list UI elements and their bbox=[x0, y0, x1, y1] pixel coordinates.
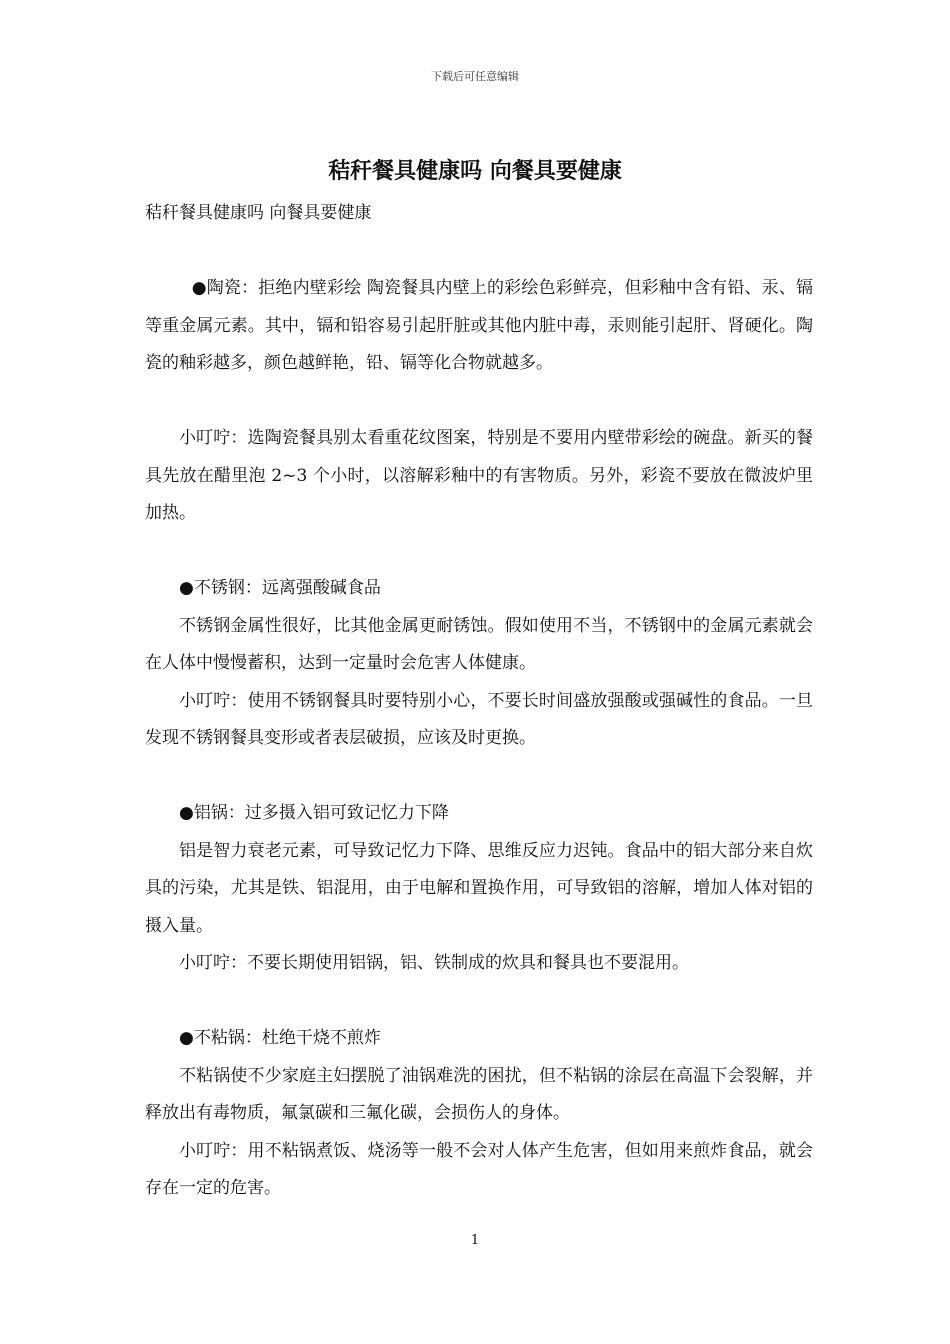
ceramic-paragraph: ●陶瓷：拒绝内壁彩绘 陶瓷餐具内壁上的彩绘色彩鲜亮，但彩釉中含有铅、汞、镉等重金属元素。其中，镉和铅容易引起肝脏或其他内脏中毒，汞则能引起肝、肾硬化。陶瓷的釉彩越多，颜色越鲜艳，铅、镉等化合物就越多。 bbox=[145, 278, 813, 373]
spacer bbox=[145, 983, 813, 1021]
spacer bbox=[145, 758, 813, 796]
document-body bbox=[145, 195, 813, 1208]
nonstick-heading: ●不粘锅：杜绝干烧不煎炸 bbox=[179, 1028, 381, 1048]
nonstick-body: 不粘锅使不少家庭主妇摆脱了油锅难洗的困扰，但不粘锅的涂层在高温下会裂解，并释放出有毒物质，氟氯碳和三氟化碳，会损伤人的身体。 bbox=[145, 1065, 813, 1123]
page-number: 1 bbox=[470, 1233, 480, 1248]
aluminum-tip: 小叮咛：不要长期使用铝锅，铝、铁制成的炊具和餐具也不要混用。 bbox=[179, 953, 689, 973]
spacer bbox=[145, 233, 813, 271]
ceramic-tip: 小叮咛：选陶瓷餐具别太看重花纹图案，特别是不要用内壁带彩绘的碗盘。新买的餐具先放在醋里泡 2~3 个小时，以溶解彩釉中的有害物质。另外，彩瓷不要放在微波炉里加热。 bbox=[145, 428, 813, 523]
header-note: 下载后可任意编辑 bbox=[431, 70, 519, 83]
steel-body: 不锈钢金属性很好，比其他金属更耐锈蚀。假如使用不当，不锈钢中的金属元素就会在人体中慢慢蓄积，达到一定量时会危害人体健康。 bbox=[145, 615, 813, 673]
spacer bbox=[145, 533, 813, 571]
aluminum-body: 铝是智力衰老元素，可导致记忆力下降、思维反应力迟钝。食品中的铝大部分来自炊具的污染，尤其是铁、铝混用，由于电解和置换作用，可导致铝的溶解，增加人体对铝的摄入量。 bbox=[145, 840, 813, 936]
steel-tip: 小叮咛：使用不锈钢餐具时要特别小心，不要长时间盛放强酸或强碱性的食品。一旦发现不锈钢餐具变形或者表层破损，应该及时更换。 bbox=[145, 690, 813, 748]
document-title: 秸秆餐具健康吗 向餐具要健康 bbox=[328, 158, 622, 184]
spacer bbox=[145, 383, 813, 421]
nonstick-tip: 小叮咛：用不粘锅煮饭、烧汤等一般不会对人体产生危害，但如用来煎炸食品，就会存在一定的危害。 bbox=[145, 1140, 813, 1198]
steel-heading: ●不锈钢：远离强酸碱食品 bbox=[179, 578, 381, 598]
subtitle: 秸秆餐具健康吗 向餐具要健康 bbox=[145, 203, 372, 223]
aluminum-heading: ●铝锅：过多摄入铝可致记忆力下降 bbox=[179, 803, 449, 823]
